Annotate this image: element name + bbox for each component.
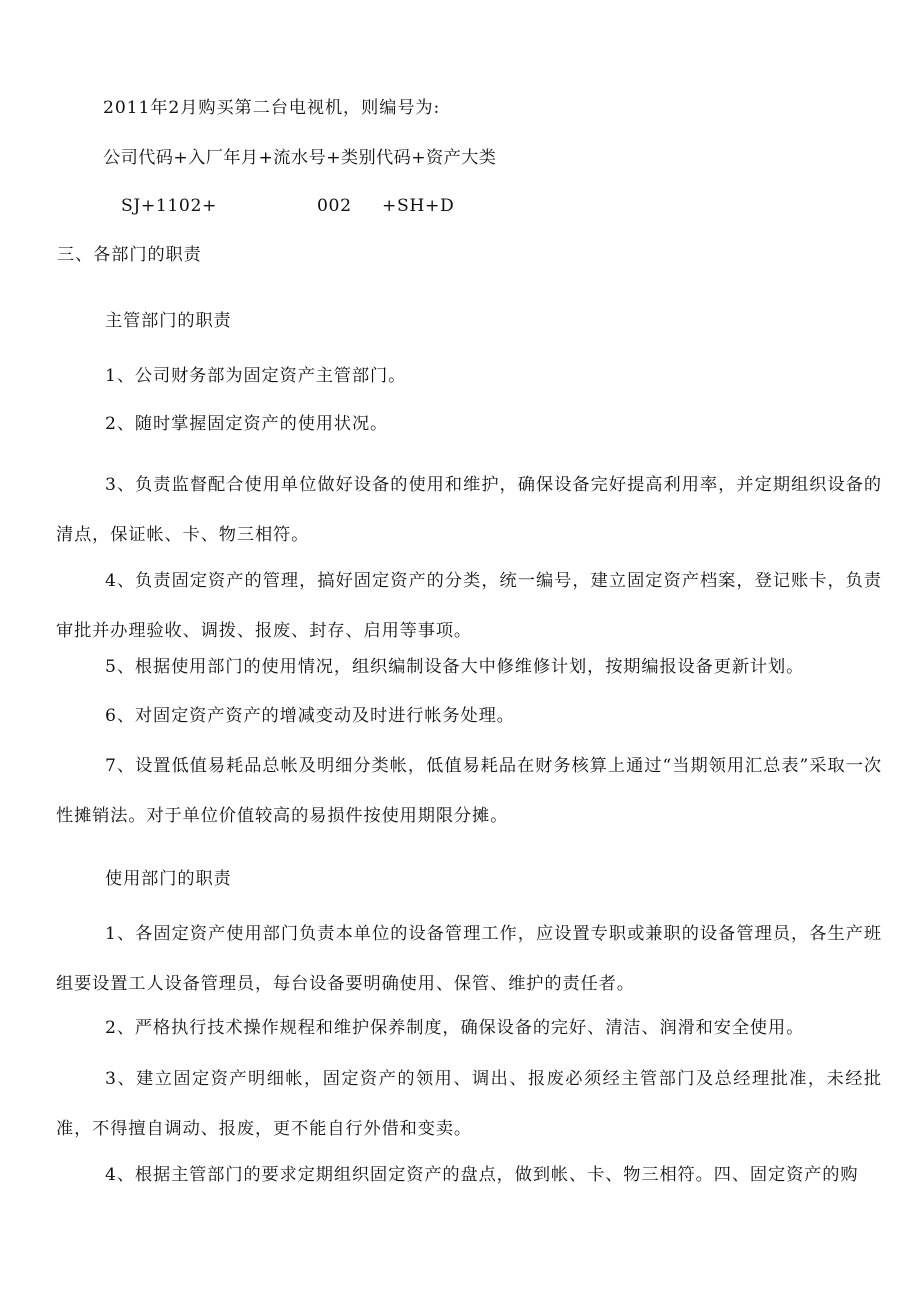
code-example-row bbox=[0, 194, 920, 218]
main-dept-item-4: 4、负责固定资产的管理，搞好固定资产的分类，统一编号，建立固定资产档案，登记账卡，负责审批并办理验收、调拨、报废、封存、启用等事项。 bbox=[56, 571, 882, 641]
main-dept-item-1: 1、公司财务部为固定资产主管部门。 bbox=[105, 366, 407, 386]
main-dept-heading: 主管部门的职责 bbox=[105, 311, 232, 331]
main-dept-item-2: 2、随时掌握固定资产的使用状况。 bbox=[105, 414, 389, 434]
section-3-title: 三、各部门的职责 bbox=[57, 245, 202, 265]
code-part-suffix: +SH+D bbox=[382, 196, 455, 216]
user-dept-heading: 使用部门的职责 bbox=[105, 869, 232, 889]
code-formula: 公司代码+入厂年月+流水号+类别代码+资产大类 bbox=[103, 148, 497, 168]
main-dept-item-5: 5、根据使用部门的使用情况，组织编制设备大中修维修计划，按期编报设备更新计划。 bbox=[105, 657, 805, 677]
user-dept-item-2: 2、严格执行技术操作规程和维护保养制度，确保设备的完好、清洁、润滑和安全使用。 bbox=[105, 1018, 805, 1038]
example-intro: 2011年2月购买第二台电视机，则编号为: bbox=[103, 98, 441, 118]
main-dept-item-7: 7、设置低值易耗品总帐及明细分类帐，低值易耗品在财务核算上通过“当期领用汇总表”采取一次性摊销法。对于单位价值较高的易损件按使用期限分摊。 bbox=[56, 756, 882, 826]
user-dept-item-4: 4、根据主管部门的要求定期组织固定资产的盘点，做到帐、卡、物三相符。四、固定资产的购 bbox=[105, 1165, 859, 1185]
code-part-serial: 002 bbox=[317, 196, 352, 216]
main-dept-item-3: 3、负责监督配合使用单位做好设备的使用和维护，确保设备完好提高利用率，并定期组织设备的清点，保证帐、卡、物三相符。 bbox=[56, 475, 882, 545]
main-dept-item-6: 6、对固定资产资产的增减变动及时进行帐务处理。 bbox=[105, 706, 515, 726]
user-dept-item-3: 3、建立固定资产明细帐，固定资产的领用、调出、报废必须经主管部门及总经理批准，未经批准，不得擅自调动、报废，更不能自行外借和变卖。 bbox=[56, 1069, 882, 1139]
code-part-prefix: SJ+1102+ bbox=[121, 196, 218, 216]
user-dept-item-1: 1、各固定资产使用部门负责本单位的设备管理工作，应设置专职或兼职的设备管理员，各生产班组要设置工人设备管理员，每台设备要明确使用、保管、维护的责任者。 bbox=[56, 924, 882, 994]
